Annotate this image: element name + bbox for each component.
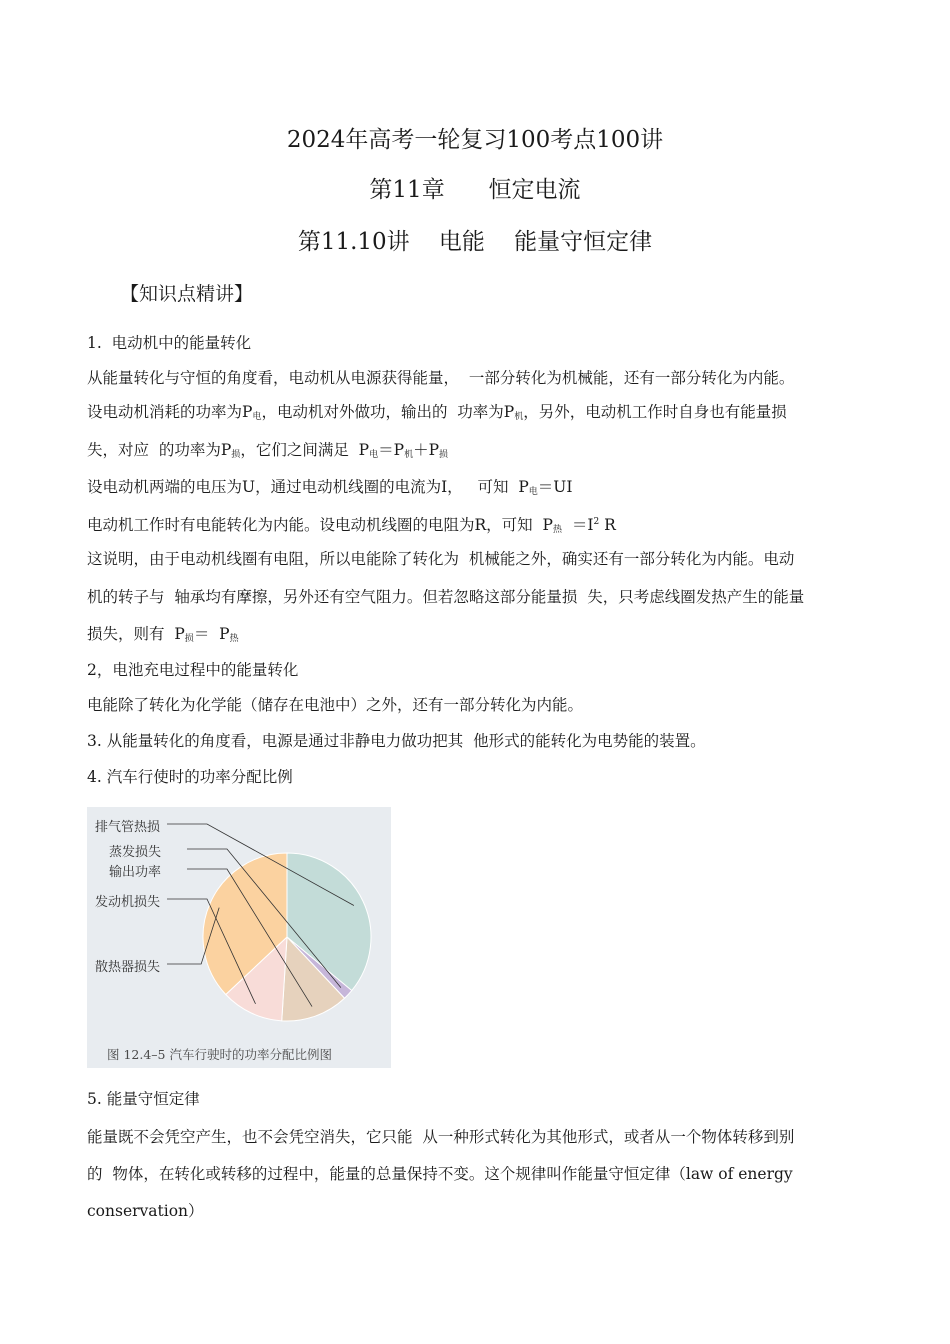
paragraph-4: 失，对应 的功率为$P_损$，它们之间满足 $P_电=P_机+P_损$ [87, 441, 449, 460]
paragraph-9: 损失，则有 $P_损= P_热$ [87, 625, 239, 644]
paragraph-15: 能量既不会凭空产生，也不会凭空消失，它只能 从一种形式转化为其他形式，或者从一个物体转移到别 [87, 1128, 795, 1146]
label-engine-loss: 发动机损失 [95, 895, 161, 910]
paragraph-10: 2，电池充电过程中的能量转化 [87, 661, 299, 679]
figure-caption: 图 12.4–5 汽车行驶时的功率分配比例图 [107, 1047, 332, 1062]
document-title: 2024年高考一轮复习100考点100讲 [286, 127, 664, 153]
paragraph-16: 的 物体，在转化或转移的过程中，能量的总量保持不变。这个规律叫作能量守恒定律（law of energy [87, 1165, 793, 1183]
lecture-title: 第11.10讲 电能 能量守恒定律 [297, 229, 653, 255]
paragraph-11: 电能除了转化为化学能（储存在电池中）之外，还有一部分转化为内能。 [87, 696, 584, 714]
pie-chart-figure [87, 807, 391, 1068]
section-heading: 【知识点精讲】 [120, 283, 254, 305]
paragraph-13: 4. 汽车行使时的功率分配比例 [87, 768, 293, 786]
paragraph-7: 这说明，由于电动机线圈有电阻，所以电能除了转化为 机械能之外，确实还有一部分转化为内能。电动 [87, 550, 795, 568]
label-exhaust-heat-loss: 排气管热损 [95, 820, 161, 835]
paragraph-3: 设电动机消耗的功率为$P_电$，电动机对外做功，输出的 功率为$P_机$，另外，电动机工作时自身也有能量损 [87, 403, 787, 422]
paragraph-1: 1. 电动机中的能量转化 [87, 334, 252, 352]
label-evaporation-loss: 蒸发损失 [109, 845, 162, 860]
label-radiator-loss: 散热器损失 [95, 960, 161, 975]
paragraph-17: conservation） [87, 1202, 204, 1220]
paragraph-14: 5. 能量守恒定律 [87, 1090, 200, 1108]
paragraph-8: 机的转子与 轴承均有摩擦，另外还有空气阻力。但若忽略这部分能量损 失，只考虑线圈发热产生的能量 [87, 588, 805, 606]
paragraph-5: 设电动机两端的电压为U，通过电动机线圈的电流为I， 可知 $P_电=UI$ [87, 478, 573, 497]
paragraph-12: 3. 从能量转化的角度看，电源是通过非静电力做功把其 他形式的能转化为电势能的装置。 [87, 732, 706, 750]
chapter-title: 第11章 恒定电流 [369, 177, 581, 203]
label-output-power: 输出功率 [109, 865, 162, 880]
paragraph-6: 电动机工作时有电能转化为内能。设电动机线圈的电阻为R，可知 $P_热 =I^2$ R [87, 516, 616, 535]
paragraph-2: 从能量转化与守恒的角度看，电动机从电源获得能量， 一部分转化为机械能，还有一部分转化为内能。 [87, 369, 795, 387]
